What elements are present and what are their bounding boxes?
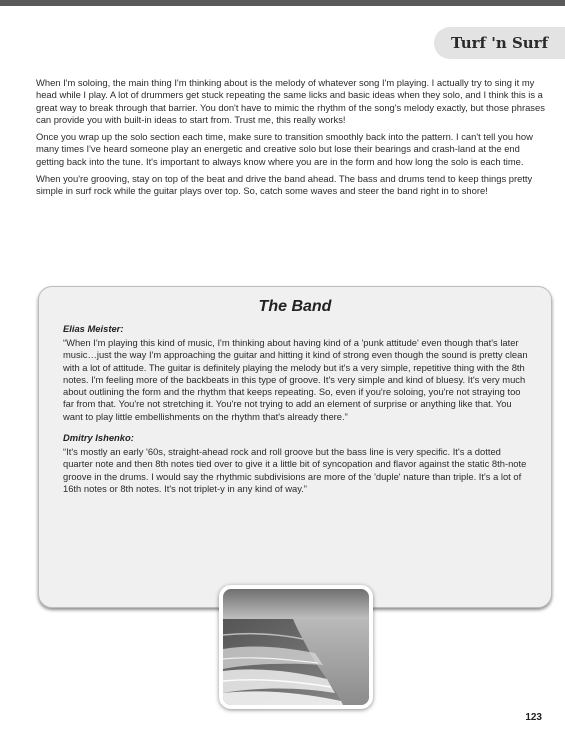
body-paragraph: When you're grooving, stay on top of the beat and drive the band ahead. The bass and drums tend to keep things pretty simple in surf rock while the guitar plays over top. So, catch some waves and steer the band right in to shore! [36, 173, 533, 197]
speaker-quote: “When I'm playing this kind of music, I'm thinking about having kind of a 'punk attitude' even though that's later music…just the way I'm approaching the guitar and hitting it kind of strong even though the sound is pretty clean with a lot of attitude. The guitar is definitely playing the melody but it's a very simple, repetitive thing with the 8th notes. I'm feeling more of the backbeats in this type of groove. It's very simple and kind of bluesy. It's very much about outlining the form and the rhythm that keeps repeating. So, even if you're soloing, you're not straying too far from that. You're not stretching it. You're not trying to add an element of surprise or anything like that. You want to play little embellishments on the rhythm that's already there.” [63, 337, 528, 422]
beach-photo-frame [219, 585, 373, 709]
body-paragraph: When I'm soloing, the main thing I'm thinking about is the melody of whatever song I'm playing. I actually try to sing it my head while I play. A lot of drummers get stuck repeating the same licks and basic ideas when they solo, and I think this is a great way to break through that barrier. You don't have to mimic the rhythm of the song's melody exactly, but those phrases can provide you with built-in ideas to start from. Trust me, this really works! [36, 77, 545, 125]
body-text [36, 77, 548, 203]
sidebar-content [63, 323, 533, 504]
top-rule [0, 0, 565, 6]
speaker-quote: “It's mostly an early '60s, straight-ahead rock and roll groove but the bass line is very specific. It's a dotted quarter note and then 8th notes tied over to give it a little bit of syncopation and flavor against the static 8th-note groove in the drums. I would say the rhythmic subdivisions are more of the 'duple' nature than triple. It's a lot of 16th notes or 8th notes. It's not triplet-y in any kind of way.” [63, 446, 527, 494]
sidebar-title: The Band [258, 298, 332, 315]
the-band-sidebar [38, 286, 552, 608]
body-paragraph: Once you wrap up the solo section each time, make sure to transition smoothly back into the pattern. I can't tell you how many times I've heard someone play an energetic and creative solo but lose their bearings and crash-land at the end getting back into the tune. It's important to always know where you are in the form and how long the solo is each time. [36, 131, 533, 167]
speaker-name: Dmitry Ishenko: [63, 432, 134, 444]
page-number: 123 [525, 712, 542, 723]
section-title: Turf 'n Surf [450, 34, 549, 52]
speaker-name: Elias Meister: [63, 323, 124, 334]
section-tab [434, 27, 565, 59]
beach-waves-photo [223, 589, 369, 705]
